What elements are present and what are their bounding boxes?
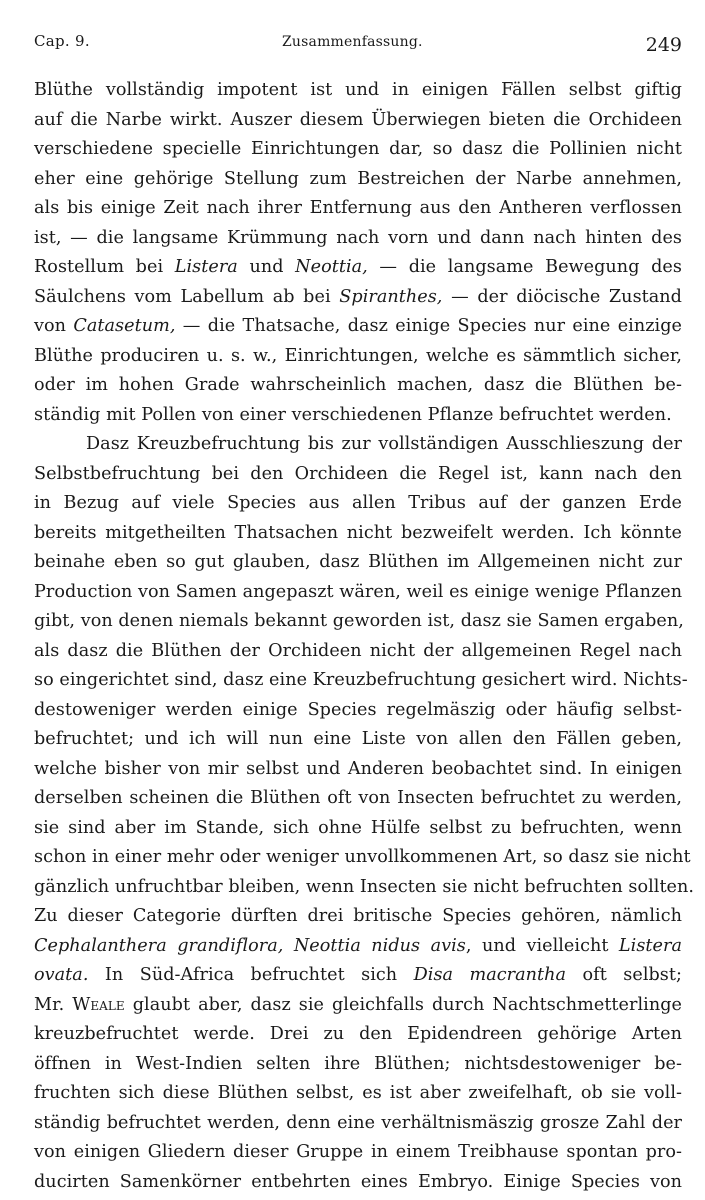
- text-line: [34, 1109, 682, 1139]
- body-text: [34, 76, 695, 1197]
- text-line: [34, 224, 682, 254]
- text-segment: und: [237, 257, 296, 277]
- text-segment: öffnen in West-Indien selten ihre Blüthen; nichtsdestoweniger be-: [34, 1053, 682, 1074]
- text-segment: so eingerichtet sind, dasz eine Kreuzbefruchtung gesichert wird. Nichts-: [34, 670, 688, 690]
- text-segment: schon in einer mehr oder weniger unvollkommenen Art, so dasz sie nicht: [34, 847, 691, 867]
- text-line: [34, 342, 682, 372]
- text-line: [34, 548, 682, 578]
- text-segment: gibt, von denen niemals bekannt geworden ist, dasz sie Samen ergaben,: [34, 611, 684, 631]
- small-caps-text: Weale: [72, 994, 125, 1015]
- text-line: [34, 135, 682, 165]
- text-line: [34, 194, 682, 224]
- italic-text: Neottia,: [295, 257, 368, 277]
- text-line: [34, 578, 682, 608]
- italic-text: ovata.: [34, 965, 89, 985]
- text-segment: Säulchens vom Labellum ab bei: [34, 286, 340, 307]
- text-segment: oft selbst;: [566, 965, 682, 985]
- text-line: [34, 991, 682, 1021]
- text-line: [34, 1168, 682, 1198]
- text-segment: derselben scheinen die Blüthen oft von Insecten befruchtet zu werden,: [34, 788, 682, 808]
- text-segment: ducirten Samenkörner entbehrten eines Embryo. Einige Species von: [34, 1171, 682, 1192]
- text-line: [34, 696, 682, 726]
- text-line: [34, 401, 682, 431]
- text-segment: in Bezug auf viele Species aus allen Tribus auf der ganzen Erde: [34, 493, 682, 513]
- text-segment: — der diöcische Zustand: [442, 286, 682, 307]
- text-line: [34, 371, 682, 401]
- text-line: [34, 1050, 682, 1080]
- italic-text: Spiranthes,: [339, 286, 443, 307]
- text-line: [34, 755, 682, 785]
- text-segment: welche bisher von mir selbst und Anderen beobachtet sind. In einigen: [34, 758, 682, 779]
- text-segment: ständig mit Pollen von einer verschiedenen Pflanze befruchtet werden.: [34, 404, 672, 425]
- chapter-label: Cap. 9.: [34, 32, 90, 50]
- text-segment: von: [34, 316, 74, 336]
- text-segment: gänzlich unfruchtbar bleiben, wenn Insecten sie nicht befruchten sollten.: [34, 876, 695, 897]
- running-title: Zusammenfassung.: [282, 34, 423, 50]
- text-segment: Selbstbefruchtung bei den Orchideen die Regel ist, kann nach den: [34, 463, 682, 484]
- text-line: [34, 1079, 682, 1109]
- text-line: [34, 106, 682, 136]
- text-segment: beinahe eben so gut glauben, dasz Blüthen im Allgemeinen nicht zur: [34, 552, 682, 572]
- text-segment: fruchten sich diese Blüthen selbst, es ist aber zweifelhaft, ob sie voll-: [34, 1083, 682, 1103]
- text-segment: destoweniger werden einige Species regelmäszig oder häufig selbst-: [34, 699, 682, 720]
- text-line: [34, 902, 682, 932]
- text-segment: auf die Narbe wirkt. Auszer diesem Überwiegen bieten die Orchideen: [34, 109, 682, 130]
- text-segment: als dasz die Blüthen der Orchideen nicht der allgemeinen Regel nach: [34, 640, 682, 661]
- text-segment: Mr.: [34, 994, 73, 1015]
- italic-text: Catasetum,: [73, 316, 176, 336]
- text-segment: Production von Samen angepaszt wären, weil es einige wenige Pflanzen: [34, 581, 683, 602]
- text-line: [34, 312, 682, 342]
- text-line: [34, 253, 682, 283]
- text-line: [34, 637, 682, 667]
- page-number: 249: [645, 34, 682, 56]
- text-line: [34, 666, 688, 696]
- text-line: [34, 932, 682, 962]
- italic-text: Listera: [174, 257, 238, 277]
- italic-text: Listera: [618, 935, 682, 956]
- italic-text: Disa macrantha: [413, 965, 567, 985]
- text-line: [34, 460, 682, 490]
- text-segment: kreuzbefruchtet werde. Drei zu den Epidendreen gehörige Arten: [34, 1024, 682, 1044]
- text-segment: bereits mitgetheilten Thatsachen nicht bezweifelt werden. Ich könnte: [34, 522, 682, 543]
- text-segment: eher eine gehörige Stellung zum Bestreichen der Narbe annehmen,: [34, 168, 682, 189]
- text-segment: als bis einige Zeit nach ihrer Entfernung aus den Antheren verflossen: [34, 198, 682, 218]
- text-line: [34, 76, 682, 106]
- text-line: [34, 283, 682, 313]
- text-segment: glaubt aber, dasz sie gleichfalls durch Nachtschmetterlinge: [124, 994, 682, 1015]
- text-segment: Dasz Kreuzbefruchtung bis zur vollständigen Ausschlieszung der: [86, 434, 682, 454]
- text-segment: In Süd-Africa befruchtet sich: [88, 965, 414, 985]
- text-segment: — die Thatsache, dasz einige Species nur eine einzige: [175, 316, 682, 336]
- text-segment: ist, — die langsame Krümmung nach vorn und dann nach hinten des: [34, 227, 682, 248]
- text-line: [34, 725, 682, 755]
- text-segment: ständig befruchtet werden, denn eine verhältnismäszig grosze Zahl der: [34, 1112, 682, 1133]
- text-segment: Blüthe produciren u. s. w., Einrichtungen, welche es sämmtlich sicher,: [34, 345, 682, 366]
- text-line: [34, 1138, 682, 1168]
- italic-text: Cephalanthera grandiflora, Neottia nidus avis: [34, 935, 466, 956]
- text-line: [34, 843, 691, 873]
- text-segment: von einigen Gliedern dieser Gruppe in einem Treibhause spontan pro-: [34, 1142, 682, 1162]
- text-line: [34, 784, 682, 814]
- text-segment: Zu dieser Categorie dürften drei britische Species gehören, nämlich: [34, 906, 682, 926]
- text-line: [34, 489, 682, 519]
- text-segment: befruchtet; und ich will nun eine Liste von allen den Fällen geben,: [34, 729, 682, 749]
- text-line: [34, 519, 682, 549]
- text-line: [34, 873, 695, 903]
- text-line: [34, 165, 682, 195]
- text-line: [34, 607, 682, 637]
- text-segment: , und vielleicht: [465, 935, 619, 956]
- text-line: [34, 1020, 682, 1050]
- text-segment: Rostellum bei: [34, 257, 175, 277]
- text-segment: verschiedene specielle Einrichtungen dar, so dasz die Pollinien nicht: [34, 139, 682, 159]
- text-segment: oder im hohen Grade wahrscheinlich machen, dasz die Blüthen be-: [34, 375, 682, 395]
- text-line: [34, 430, 682, 460]
- text-line: [34, 814, 682, 844]
- text-line: [34, 961, 682, 991]
- text-segment: — die langsame Bewegung des: [367, 257, 682, 277]
- running-header: [34, 28, 682, 58]
- text-segment: Blüthe vollständig impotent ist und in einigen Fällen selbst giftig: [34, 80, 682, 100]
- text-segment: sie sind aber im Stande, sich ohne Hülfe selbst zu befruchten, wenn: [34, 817, 682, 838]
